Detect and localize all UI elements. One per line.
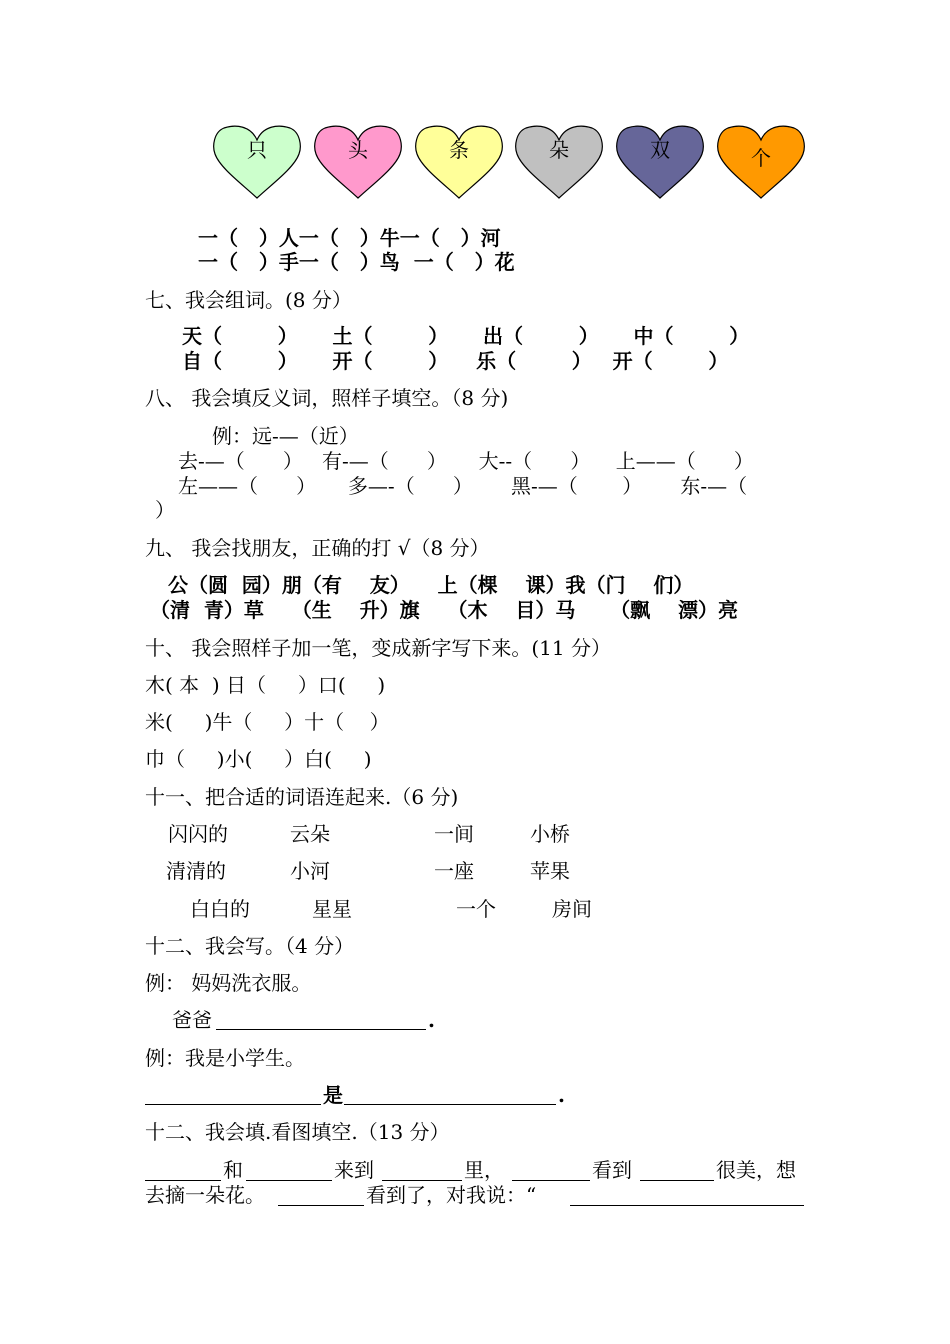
q11-word: 小桥 (530, 822, 570, 846)
q10-line-1: 木( 本 ) 日（ ）口( ) (145, 673, 386, 697)
q11-word: 一间 (434, 822, 474, 846)
q11-word: 一座 (434, 859, 474, 883)
word-kandao: 看到 (592, 1158, 632, 1182)
heart-shape (615, 122, 705, 200)
q12a-example-1: 例： 妈妈洗衣服。 (145, 971, 312, 995)
q7-line-2: 自（ ） 开（ ） 乐（ ） 开（ ） (182, 349, 729, 373)
heart-char: 头 (348, 138, 368, 162)
q11-word: 苹果 (530, 859, 570, 883)
q11-word: 白白的 (190, 897, 250, 921)
answer-blank[interactable] (145, 1180, 221, 1181)
measure-line-2: 一（ ）手一（ ）鸟 一（ ）花 (198, 250, 515, 274)
q11-word: 一个 (456, 897, 496, 921)
measure-line-1: 一（ ）人一（ ）牛一（ ）河 (198, 226, 501, 250)
heart-char: 双 (650, 138, 670, 162)
q8-line-3: ） (155, 498, 175, 522)
heart-shape (716, 122, 806, 200)
q8-line-1: 去-—（ ） 有-—（ ） 大--（ ） 上——（ ） (178, 449, 754, 473)
q11-word: 云朵 (290, 822, 330, 846)
q11-word: 闪闪的 (168, 822, 228, 846)
word-li: 里， (464, 1158, 504, 1182)
q8-example: 例：远-—（近） (212, 424, 359, 448)
q10-line-3: 巾（ )小( ）白( ) (145, 747, 372, 771)
q12a-title: 十二、我会写。（4 分） (145, 934, 355, 958)
heart-char: 个 (751, 146, 771, 170)
q12a-example-2: 例：我是小学生。 (145, 1046, 305, 1070)
q8-title: 八、 我会填反义词，照样子填空。（8 分) (145, 386, 509, 410)
heart-shape (514, 122, 604, 200)
word-he: 和 (223, 1158, 243, 1182)
period: . (428, 1008, 435, 1032)
answer-blank[interactable] (570, 1205, 804, 1206)
heart-shape (414, 122, 504, 200)
heart-char: 朵 (549, 138, 569, 162)
heart-char: 只 (247, 138, 267, 162)
q8-line-2: 左——（ ） 多—-（ ） 黑-—（ ） 东-—（ (178, 474, 748, 498)
q7-title: 七、我会组词。(8 分） (145, 288, 352, 312)
heart-shape (313, 122, 403, 200)
q12a-item-1: 爸爸 (172, 1008, 212, 1032)
is-word: 是 (323, 1083, 343, 1107)
answer-blank[interactable] (382, 1180, 462, 1181)
heart-char: 条 (449, 138, 469, 162)
period: . (558, 1083, 565, 1107)
answer-blank[interactable] (512, 1180, 590, 1181)
answer-blank[interactable] (640, 1180, 714, 1181)
word-kandaole: 看到了，对我说：“ (366, 1183, 537, 1207)
word-laidao: 来到 (334, 1158, 374, 1182)
q9-line-1: 公（圆 园）朋（有 友） 上（棵 课）我（门 们） (168, 573, 694, 597)
q11-word: 小河 (290, 859, 330, 883)
q9-line-2: （清 青）草 （生 升）旗 （木 目）马 （飘 漂）亮 (150, 598, 738, 622)
answer-blank[interactable] (246, 1180, 332, 1181)
answer-blank[interactable] (278, 1205, 364, 1206)
q11-word: 清清的 (166, 859, 226, 883)
answer-blank[interactable] (344, 1104, 556, 1105)
q12b-title: 十二、我会填.看图填空.（13 分） (145, 1120, 450, 1144)
q9-title: 九、 我会找朋友，正确的打 √（8 分） (145, 536, 490, 560)
heart-shape (212, 122, 302, 200)
answer-blank[interactable] (145, 1104, 321, 1105)
q10-title: 十、 我会照样子加一笔，变成新字写下来。(11 分） (145, 636, 611, 660)
q7-line-1: 天（ ） 土（ ） 出（ ） 中（ ） (182, 324, 750, 348)
answer-blank[interactable] (216, 1029, 426, 1030)
q11-title: 十一、把合适的词语连起来.（6 分) (145, 785, 459, 809)
q10-line-2: 米( )牛（ ）十（ ） (145, 710, 390, 734)
q11-word: 房间 (552, 897, 592, 921)
line2-start: 去摘一朵花。 (145, 1183, 265, 1207)
word-henmei: 很美，想 (716, 1158, 796, 1182)
q11-word: 星星 (312, 897, 352, 921)
